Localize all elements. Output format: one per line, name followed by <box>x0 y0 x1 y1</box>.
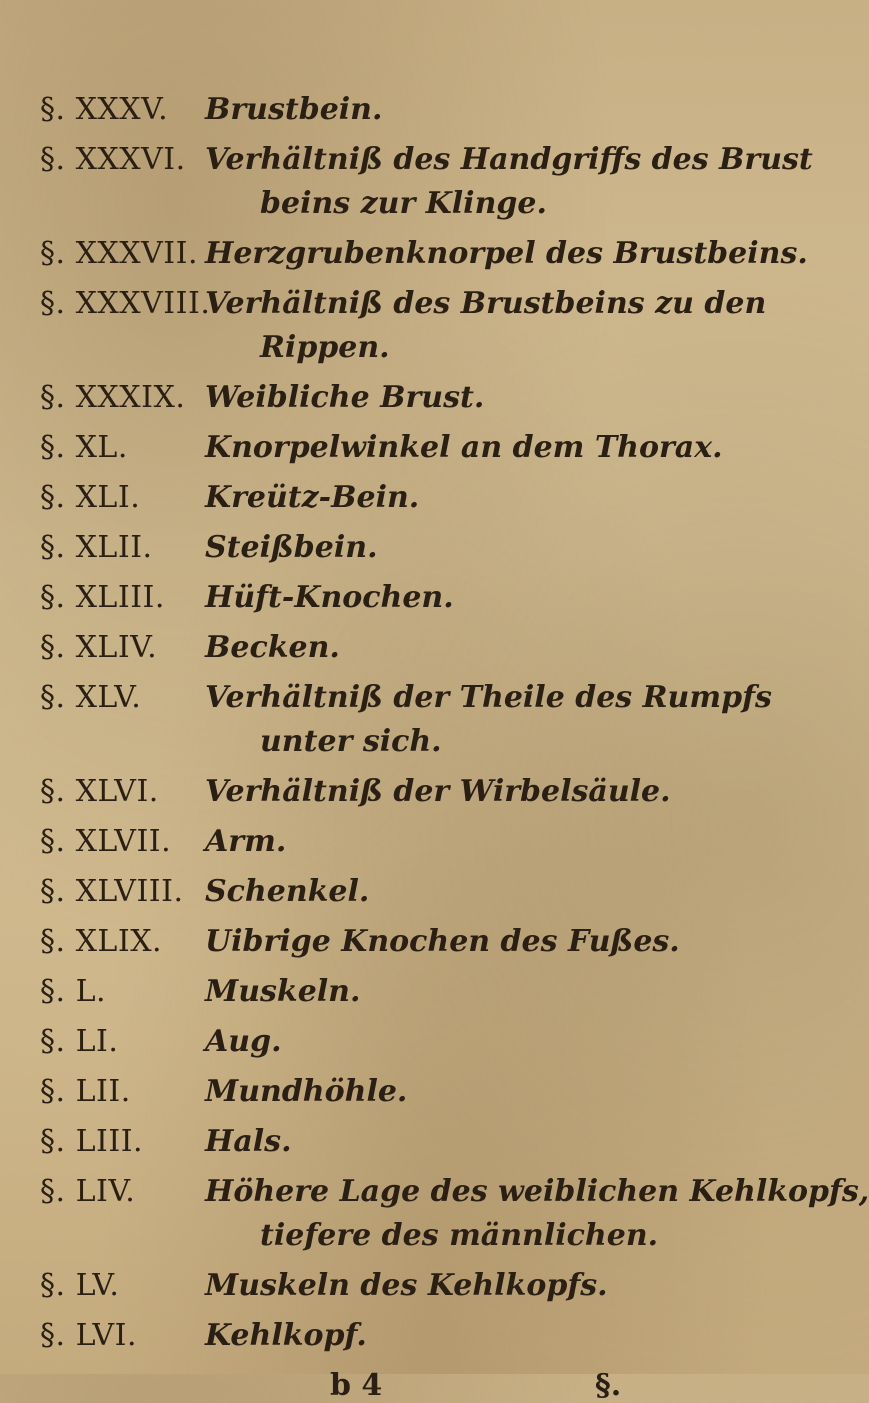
section-number: §. LI. <box>40 1024 119 1059</box>
catchword: §. <box>595 1368 622 1403</box>
section-number: §. LIV. <box>40 1174 136 1209</box>
section-number: §. XXXIX. <box>40 380 186 415</box>
section-title: Weibliche Brust. <box>205 380 485 415</box>
section-number: §. XLV. <box>40 680 142 715</box>
section-title: Herzgrubenknorpel des Brustbeins. <box>205 236 808 271</box>
signature-mark: b 4 <box>330 1368 383 1403</box>
section-title: Hals. <box>205 1124 292 1159</box>
section-title: Kehlkopf. <box>205 1318 367 1353</box>
section-number: §. XLIX. <box>40 924 163 959</box>
section-number: §. XLIV. <box>40 630 158 665</box>
section-title-continued: unter sich. <box>260 724 442 759</box>
section-title: Knorpelwinkel an dem Thorax. <box>205 430 723 465</box>
section-number: §. XLVIII. <box>40 874 184 909</box>
section-title: Steißbein. <box>205 530 378 565</box>
section-title: Schenkel. <box>205 874 370 909</box>
section-title: Verhältniß der Theile des Rumpfs <box>205 680 772 715</box>
section-number: §. XXXVIII. <box>40 286 211 321</box>
section-title: Muskeln. <box>205 974 361 1009</box>
section-number: §. XXXVII. <box>40 236 199 271</box>
section-title: Höhere Lage des weiblichen Kehlkopfs, <box>205 1174 869 1209</box>
section-number: §. XL. <box>40 430 128 465</box>
section-title: Brustbein. <box>205 92 383 127</box>
section-number: §. XLIII. <box>40 580 165 615</box>
section-number: §. XLII. <box>40 530 153 565</box>
section-title: Verhältniß des Brustbeins zu den <box>205 286 767 321</box>
section-title: Becken. <box>205 630 340 665</box>
section-number: §. LV. <box>40 1268 120 1303</box>
section-title: Verhältniß der Wirbelsäule. <box>205 774 671 809</box>
section-number: §. L. <box>40 974 107 1009</box>
section-number: §. XXXV. <box>40 92 169 127</box>
section-title: Uibrige Knochen des Fußes. <box>205 924 680 959</box>
section-number: §. XLVII. <box>40 824 172 859</box>
section-number: §. XLI. <box>40 480 141 515</box>
section-title: Arm. <box>205 824 287 859</box>
section-number: §. LIII. <box>40 1124 144 1159</box>
section-title: Muskeln des Kehlkopfs. <box>205 1268 608 1303</box>
section-number: §. LII. <box>40 1074 131 1109</box>
section-title: Kreütz-Bein. <box>205 480 420 515</box>
section-title: Verhältniß des Handgriffs des Brust <box>205 142 813 177</box>
section-number: §. XXXVI. <box>40 142 186 177</box>
section-number: §. LVI. <box>40 1318 137 1353</box>
section-title: Mundhöhle. <box>205 1074 408 1109</box>
section-title-continued: beins zur Klinge. <box>260 186 547 221</box>
section-title: Hüft-Knochen. <box>205 580 454 615</box>
section-title: Aug. <box>205 1024 282 1059</box>
section-number: §. XLVI. <box>40 774 159 809</box>
section-title-continued: Rippen. <box>260 330 390 365</box>
section-title-continued: tiefere des männlichen. <box>260 1218 659 1253</box>
